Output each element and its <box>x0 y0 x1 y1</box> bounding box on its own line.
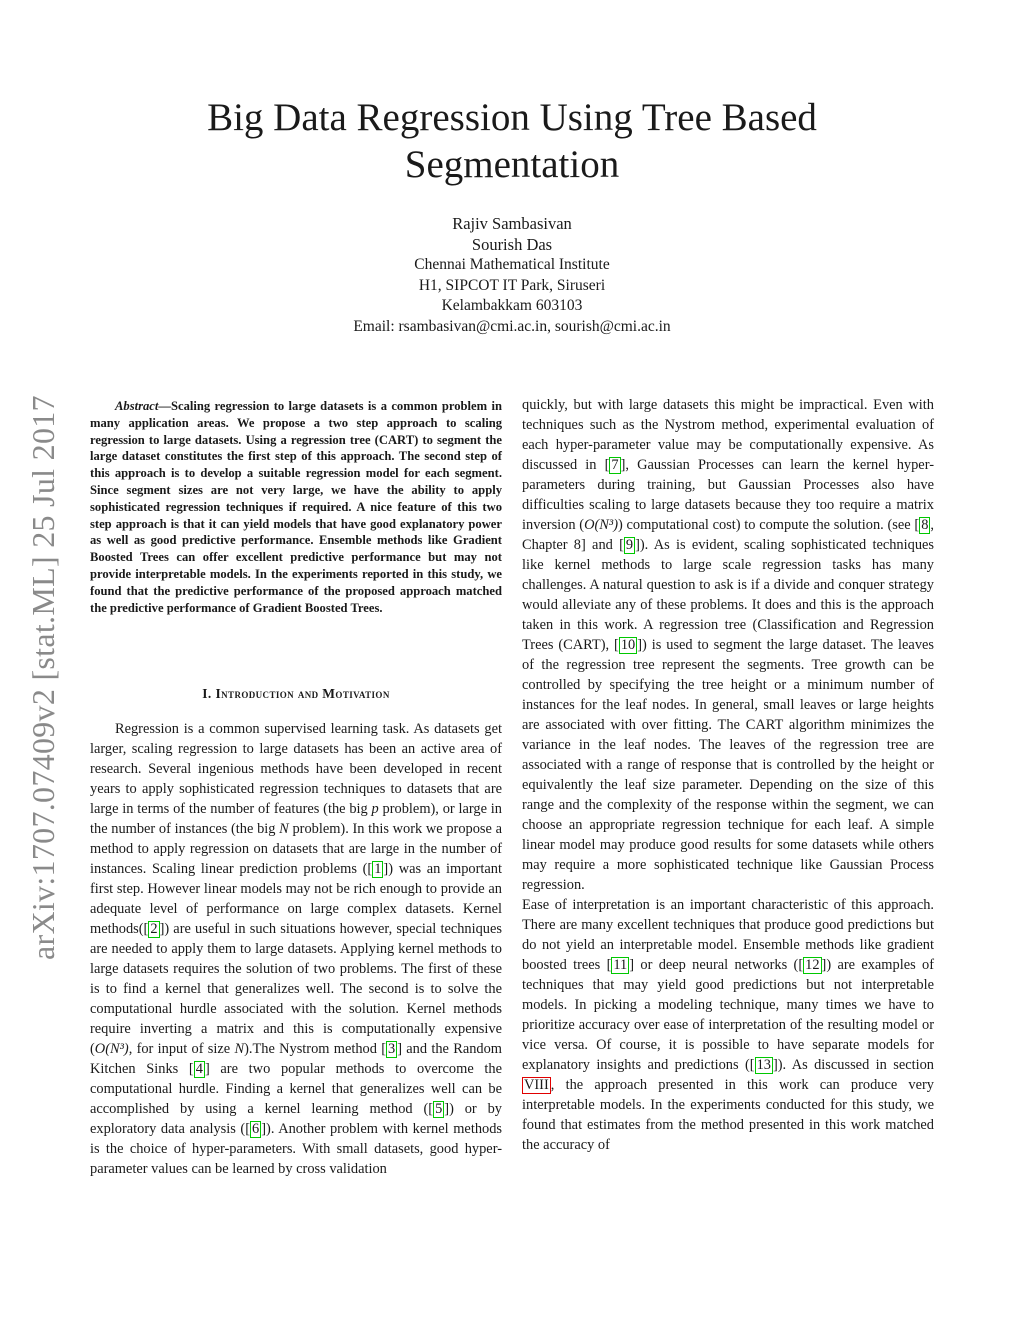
author-name: Rajiv Sambasivan <box>452 214 572 233</box>
interpretation-paragraph: Ease of interpretation is an important characteristic of this approach. There are many excellent techniques that produce good predictions but do not yield an interpretable model. Ensemble methods like gradient boosted trees [ 11 ] or deep neural networks ([ 12 ]) are examples of techniques that may yield good predictions but not interpretable models. In picking a modeling technique, many times we have to prioritize accuracy over ease of interpretation of the resulting model or vice versa. Of course, it is possible to have separate models for explanatory insights and predictions ([ 13 ]). As discussed in section VIII , the approach presented in this work can produce very interpretable models. In the experiments conducted for this study, we found that estimates from the method presented in this work matched the accuracy of <box>522 897 935 1153</box>
paper-title: Big Data Regression Using Tree Based Segmentation <box>207 96 817 186</box>
citation-link[interactable]: 2 <box>150 921 158 937</box>
abstract: Abstract—Scaling regression to large datasets is a common problem in many application areas. We propose a two step approach to scaling regression to large datasets. Using a regression tree (CART) to segment the large dataset constitutes the first step of this approach. The second step of this approach is to develop a suitable regression model for each segment. Since segment sizes are not very large, we have the ability to apply sophisticated regression techniques if required. A nice feature of this two step approach is that it can yield models that have good explanatory power as well as good predictive performance. Ensemble methods like Gradient Boosted Trees can offer excellent predictive performance but may not provide interpretable models. In the experiments reported in this study, we found that the predictive performance of the proposed approach matched the predictive performance of Gradient Boosted Trees. <box>90 399 502 615</box>
citation-link[interactable]: 10 <box>620 637 636 653</box>
arxiv-identifier-stamp: arXiv:1707.07409v2 [stat.ML] 25 Jul 2017 <box>25 395 61 960</box>
address-line: Kelambakkam 603103 <box>441 297 583 314</box>
math-complexity: O(N³) <box>584 517 618 533</box>
affiliation: Chennai Mathematical Institute <box>414 256 610 273</box>
author-block <box>200 214 824 337</box>
citation-link[interactable]: 9 <box>625 537 634 553</box>
author-name: Sourish Das <box>471 234 553 254</box>
intro-paragraph: Regression is a common supervised learning task. As datasets get larger, scaling regression to large datasets has been an active area of research. Several ingenious methods have been developed in recent years to apply sophisticated regression techniques to datasets that are large in terms of the number of features (the big p problem), or large in the number of instances (the big N problem). In this work we propose a method to apply regression on datasets that are large in the number of instances. Scaling linear prediction problems ([ 1 ]) was an important first step. However linear models may not be rich enough to provide an adequate level of performance on large complex datasets. Kernel methods([ 2 ]) are useful in such situations however, special techniques are needed to apply them to large datasets. Applying kernel methods to large datasets requires the solution of two problems. The first of these is to find a kernel that generalizes well. The second is to solve the computational hurdle associated with the solution. Kernel methods require inverting a matrix and this is computationally expensive (O(N³), for input of size N).The Nystrom method [ 3 ] and the Random Kitchen Sinks [ 4 ] are two popular methods to overcome the computational hurdle. Finding a kernel that generalizes well can be accomplished by using a kernel learning method ([ 5 ]) or by exploratory data analysis ([ 6 ]). Another problem with kernel methods is the choice of hyper-parameters. With small datasets, good hyper-parameter values can be learned by cross validation <box>90 721 502 1177</box>
citation-link[interactable]: 3 <box>388 1041 396 1057</box>
abstract-label: Abstract <box>115 399 159 413</box>
right-column-body <box>522 395 934 1155</box>
math-complexity: O(N³) <box>94 1041 129 1057</box>
section-link[interactable]: VIII <box>524 1077 549 1093</box>
email-line: Email: rsambasivan@cmi.ac.in, sourish@cmi.ac.in <box>353 317 671 335</box>
citation-link[interactable]: 13 <box>756 1057 771 1073</box>
address-line: H1, SIPCOT IT Park, Siruseri <box>418 276 606 294</box>
citation-link[interactable]: 8 <box>921 517 929 533</box>
citation-link[interactable]: 4 <box>195 1061 203 1077</box>
citation-link[interactable]: 1 <box>374 861 382 877</box>
citation-link[interactable]: 11 <box>613 957 628 973</box>
math-n: N <box>279 821 289 837</box>
abstract-text: Scaling regression to large datasets is a common problem in many application areas. We propose a two step approach to scaling regression to large datasets. Using a regression tree (CART) to segment the large dataset constitutes the first step of this approach. The second step of this approach is to develop a suitable regression model for each segment. Since segment sizes are not very large, we have the ability to apply sophisticated regression techniques if required. A nice feature of this two step approach is that it can yield models that have good explanatory power as well as good predictive performance. Ensemble methods like Gradient Boosted Trees can offer excellent predictive performance but may not provide interpretable models. In the experiments reported in this study, we found that the predictive performance of the proposed approach matched the predictive performance of Gradient Boosted Trees. <box>90 399 502 615</box>
citation-link[interactable]: 7 <box>611 457 619 473</box>
citation-link[interactable]: 12 <box>805 957 820 973</box>
math-n: N <box>234 1041 245 1057</box>
left-column-body <box>90 719 502 1179</box>
citation-link[interactable]: 5 <box>435 1101 443 1117</box>
continued-paragraph: quickly, but with large datasets this might be impractical. Even with techniques such as the Nystrom method, experimental evaluation of each hyper-parameter value may be computationally expensive. As discussed in [ 7 ], Gaussian Processes can learn the kernel hyper-parameters during training, but Gaussian Processes also have difficulties scaling to large datasets because they too require a matrix inversion (O(N³)) computational cost) to compute the solution. (see [ 8 , Chapter 8] and [ 9 ]). As is evident, scaling sophisticated techniques like kernel methods to large scale regression tasks has many challenges. A natural question to ask is if a divide and conquer strategy would alleviate any of these problems. It does and this is the approach taken in this work. A regression tree (Classification and Regression Trees (CART), [ 10 ]) is used to segment the large dataset. The leaves of the regression tree represent the segments. Tree growth can be controlled by specifying the tree height or a minimum number of instances for the leaf nodes. In general, small leaves or large heights are associated with over fitting. The CART algorithm minimizes the variance in the leaf nodes. The leaves of the regression tree are associated with a range of response that is controlled by the height or equivalently the leaf size parameter. Depending on the size of this range and the complexity of the response within the segment, we can choose an appropriate regression technique for each leaf. A simple linear model may produce good results for some datasets while others may require a more sophisticated technique like Gaussian Process regression. <box>522 397 934 893</box>
citation-link[interactable]: 6 <box>252 1121 260 1137</box>
section-heading: I. Introduction and Motivation <box>202 686 390 701</box>
math-p: p <box>371 801 379 817</box>
